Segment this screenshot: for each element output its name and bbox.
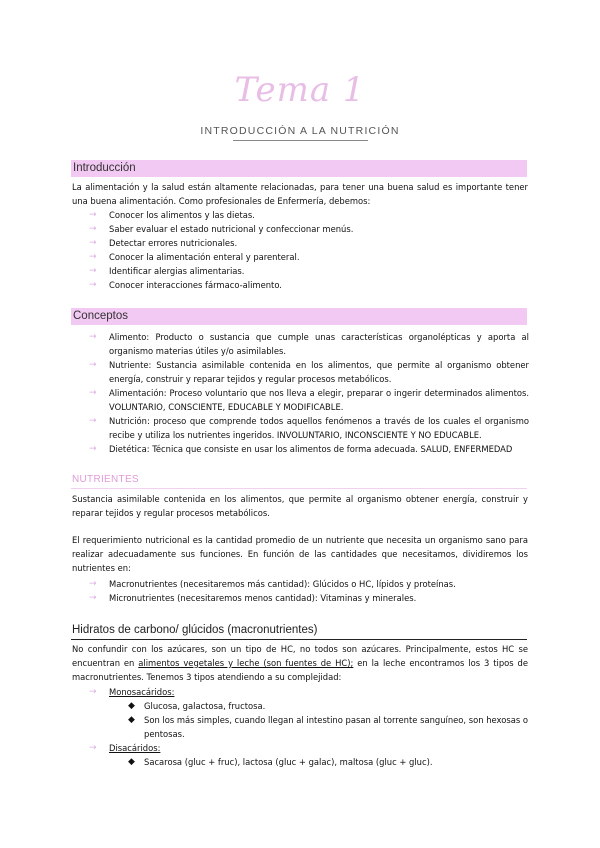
list-item: → Saber evaluar el estado nutricional y confeccionar menús. — [89, 223, 529, 237]
list-item: → Micronutrientes (necesitaremos menos cantidad): Vitaminas y minerales. — [89, 592, 529, 606]
diamond-bullet-icon: ◆ — [128, 701, 135, 711]
arrow-icon: → — [89, 238, 97, 248]
arrow-icon: → — [89, 280, 97, 290]
arrow-icon: → — [89, 332, 97, 342]
concept-item: → Nutrición: proceso que comprende todos aquellos fenómenos a través de los cuales el organismo recibe y utiliza los nutrientes ingeridos. INVOLUNTARIO, INCONSCIENTE Y NO EDUCABLE. — [89, 416, 529, 440]
list-item: → Identificar alergias alimentarias. — [89, 265, 529, 279]
arrow-icon: → — [89, 360, 97, 370]
arrow-icon: → — [89, 579, 97, 589]
concept-item: → Alimentación: Proceso voluntario que nos lleva a elegir, preparar o ingerir determinados alimentos. VOLUNTARIO, CONSCIENTE, EDUCABLE Y MODIFICABLE. — [89, 388, 529, 412]
arrow-icon: → — [89, 252, 97, 262]
list-item-monosacaridos: → Monosacáridos: — [89, 686, 529, 700]
arrow-icon: → — [89, 266, 97, 276]
section-heading-conceptos: Conceptos — [71, 308, 527, 325]
arrow-icon: → — [89, 416, 97, 426]
nutrients-paragraph: El requerimiento nutricional es la cantidad promedio de un nutriente que necesita un organismo sano para realizar adecuadamente sus funciones. En función de las cantidades que necesitamos, dividiremos los nutrientes en: — [72, 535, 528, 573]
arrow-icon: → — [89, 743, 97, 753]
section-heading-hidratos: Hidratos de carbono/ glúcidos (macronutrientes) — [72, 624, 318, 636]
concept-item: → Nutriente: Sustancia asimilable contenida en los alimentos, que permite al organismo obtener energía, construir y reparar tejidos y regular procesos metabólicos. — [89, 360, 529, 384]
arrow-icon: → — [89, 210, 97, 220]
page-title: Tema 1 — [234, 70, 366, 110]
list-item: → Conocer los alimentos y las dietas. — [89, 209, 529, 223]
section-heading-nutrientes: NUTRIENTES — [72, 474, 139, 485]
bullet-item: ◆ Son los más simples, cuando llegan al intestino pasan al torrente sanguíneo, son hexosas o pentosas. — [128, 715, 528, 739]
section-divider — [71, 639, 527, 640]
intro-paragraph: La alimentación y la salud están altamente relacionadas, para tener una buena salud es importante tener una buena alimentación. Como profesionales de Enfermería, debemos: — [72, 182, 528, 206]
list-item: → Macronutrientes (necesitaremos más cantidad): Glúcidos o HC, lípidos y proteínas. — [89, 578, 529, 592]
list-item: → Detectar errores nutricionales. — [89, 237, 529, 251]
arrow-icon: → — [89, 593, 97, 603]
bullet-item: ◆ Sacarosa (gluc + fruc), lactosa (gluc + galac), maltosa (gluc + gluc). — [128, 756, 528, 770]
carbs-paragraph: No confundir con los azúcares, son un tipo de HC, no todos son azúcares. Principalmente, estos HC se encuentran en alimentos vegetales y leche (son fuentes de HC); en la leche encontramos los 3 tipos de macronutrientes. Tenemos 3 tipos atendiendo a su complejidad: — [72, 644, 529, 682]
arrow-icon: → — [89, 388, 97, 398]
concept-item: → Alimento: Producto o sustancia que cumple unas características organolépticas y aporta al organismo materias útiles y/o asimilables. — [89, 332, 529, 356]
section-heading-introduccion: Introducción — [71, 160, 527, 177]
arrow-icon: → — [89, 687, 97, 697]
subtitle-underline — [233, 140, 368, 141]
bullet-item: ◆ Glucosa, galactosa, fructosa. — [128, 700, 528, 714]
concept-item: → Dietética: Técnica que consiste en usar los alimentos de forma adecuada. SALUD, ENFERMEDAD — [89, 443, 529, 457]
nutrients-definition: Sustancia asimilable contenida en los alimentos, que permite al organismo obtener energía, construir y reparar tejidos y regular procesos metabólicos. — [72, 494, 528, 518]
diamond-bullet-icon: ◆ — [128, 715, 135, 725]
list-item: → Conocer la alimentación enteral y parenteral. — [89, 251, 529, 265]
list-item-disacaridos: → Disacáridos: — [89, 742, 529, 756]
section-divider — [71, 488, 527, 489]
diamond-bullet-icon: ◆ — [128, 757, 135, 767]
list-item: → Conocer interacciones fármaco-alimento. — [89, 279, 529, 293]
arrow-icon: → — [89, 224, 97, 234]
arrow-icon: → — [89, 444, 97, 454]
page-subtitle: INTRODUCCIÓN A LA NUTRICIÓN — [200, 125, 400, 137]
